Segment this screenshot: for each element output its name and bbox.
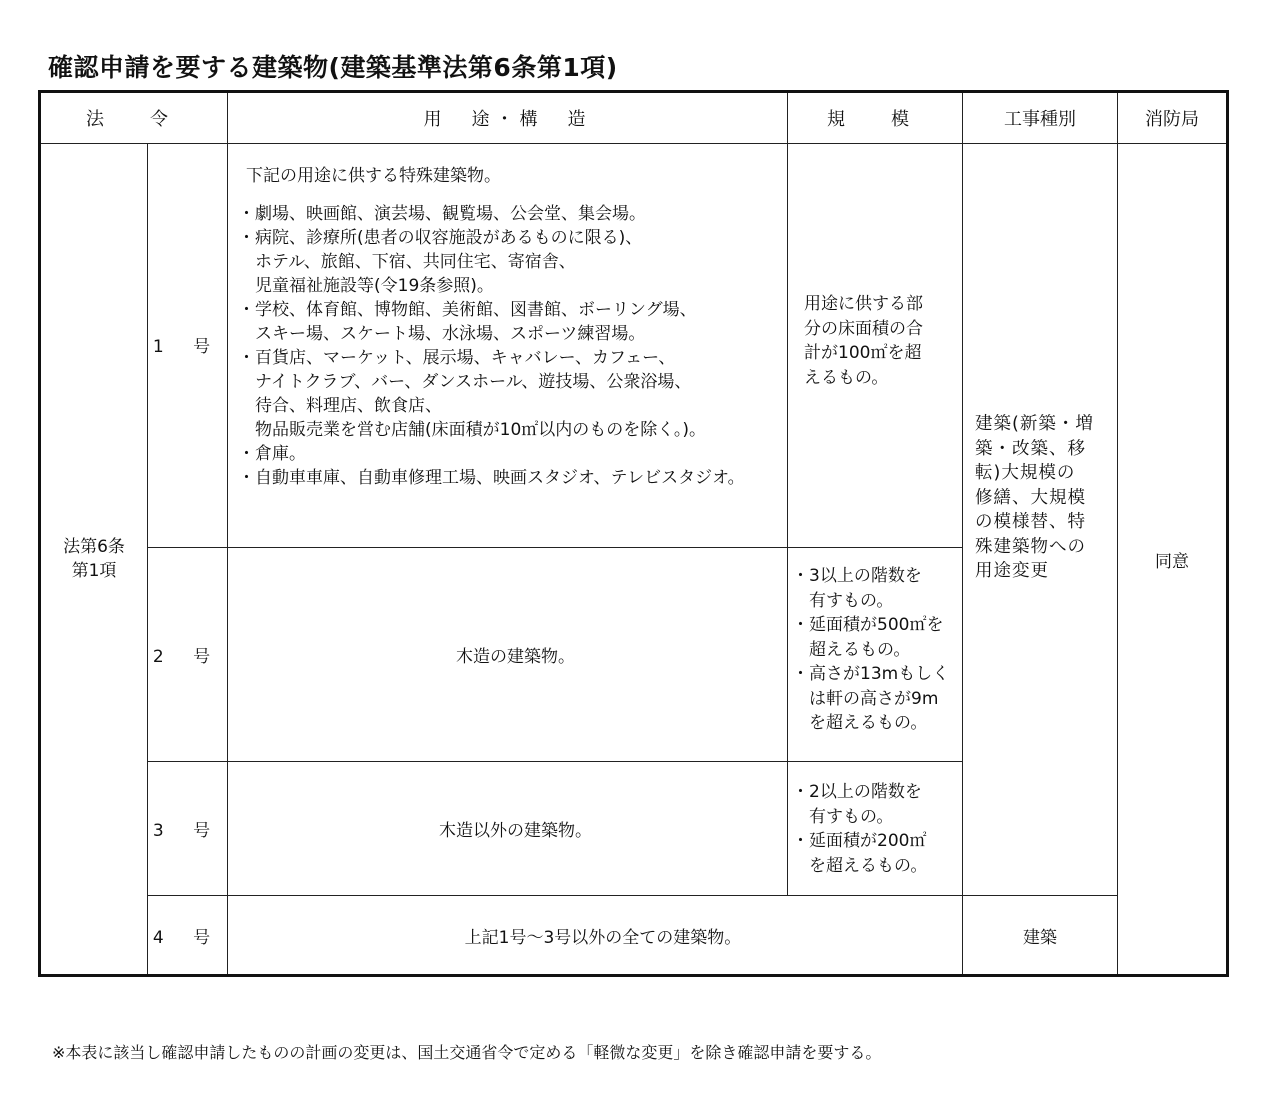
work-type-cell xyxy=(963,144,1118,896)
row1-item: 物品販売業を営む店舗(床面積が10㎡以内のものを除く。)。 xyxy=(238,420,707,440)
row1-item: ・百貨店、マーケット、展示場、キャバレー、カフェー、 xyxy=(238,348,676,368)
row1-item: 待合、料理店、飲食店、 xyxy=(238,396,442,416)
row1-item: ・倉庫。 xyxy=(238,444,306,464)
scale-line: 有すもの。 xyxy=(792,590,894,611)
law-line-1: 法第6条 xyxy=(63,537,125,557)
row1-item: ナイトクラブ、バー、ダンスホール、遊技場、公衆浴場、 xyxy=(238,372,692,392)
footnote: ※本表に該当し確認申請したものの計画の変更は、国土交通省令で定める「軽微な変更」を除き確認申請を要する。 xyxy=(52,1043,882,1062)
scale-line: 分の床面積の合 xyxy=(804,318,923,339)
scale-line: は軒の高さが9m xyxy=(792,688,939,709)
row1-number: 1 号 xyxy=(148,144,228,548)
header-work-type: 工事種別 xyxy=(963,92,1118,144)
row3-number: 3 号 xyxy=(148,762,228,896)
work-line: 建築(新築・増 xyxy=(975,414,1094,434)
work-line: 殊建築物への xyxy=(975,536,1086,557)
work-line: 用途変更 xyxy=(975,561,1049,581)
row1-item: 児童福祉施設等(令19条参照)。 xyxy=(238,276,494,296)
scale-line: えるもの。 xyxy=(804,367,889,388)
scale-line: 超えるもの。 xyxy=(792,639,911,660)
header-use: 用 途・構 造 xyxy=(228,92,788,144)
row4-use: 上記1号～3号以外の全ての建築物。 xyxy=(228,896,963,976)
work-line: 転)大規模の xyxy=(975,463,1076,483)
row1-use xyxy=(228,144,788,548)
row4-number: 4 号 xyxy=(148,896,228,976)
row1-item: ・自動車車庫、自動車修理工場、映画スタジオ、テレビスタジオ。 xyxy=(238,468,745,488)
header-fire-dept: 消防局 xyxy=(1118,92,1228,144)
law-line-2: 第1項 xyxy=(71,561,117,581)
requirements-table xyxy=(38,90,1229,977)
scale-line: 有すもの。 xyxy=(792,806,894,827)
row1-item: ・病院、診療所(患者の収容施設があるものに限る)、 xyxy=(238,228,643,248)
fire-dept-cell: 同意 xyxy=(1118,144,1228,976)
work-line: の模様替、特 xyxy=(975,512,1086,532)
scale-line: 計が100㎡を超 xyxy=(804,343,922,363)
page-title: 確認申請を要する建築物(建築基準法第6条第1項) xyxy=(48,53,618,82)
row4-work-type: 建築 xyxy=(963,896,1118,976)
header-law: 法 令 xyxy=(40,92,228,144)
work-line: 修繕、大規模 xyxy=(975,487,1086,508)
scale-line: ・延面積が500㎡を xyxy=(792,615,944,635)
row1-item: ・学校、体育館、博物館、美術館、図書館、ボーリング場、 xyxy=(238,300,697,320)
row1-item: ・劇場、映画館、演芸場、観覧場、公会堂、集会場。 xyxy=(238,204,646,224)
scale-line: 用途に供する部 xyxy=(804,294,923,314)
row2-scale xyxy=(788,548,963,762)
scale-line: を超えるもの。 xyxy=(792,713,928,733)
row1-scale xyxy=(788,144,963,548)
scale-line: ・延面積が200㎡ xyxy=(792,831,927,851)
scale-line: を超えるもの。 xyxy=(792,855,928,876)
row1-item: ホテル、旅館、下宿、共同住宅、寄宿舎、 xyxy=(238,252,576,272)
scale-line: ・高さが13mもしく xyxy=(792,664,950,684)
row3-use: 木造以外の建築物。 xyxy=(228,762,788,896)
row1-intro: 下記の用途に供する特殊建築物。 xyxy=(246,166,501,186)
work-line: 築・改築、移 xyxy=(975,438,1086,459)
row3-scale xyxy=(788,762,963,896)
law-cell xyxy=(40,144,148,976)
scale-line: ・2以上の階数を xyxy=(792,782,922,802)
header-scale: 規 模 xyxy=(788,92,963,144)
row2-number: 2 号 xyxy=(148,548,228,762)
scale-line: ・3以上の階数を xyxy=(792,566,922,586)
row2-use: 木造の建築物。 xyxy=(228,548,788,762)
row1-item: スキー場、スケート場、水泳場、スポーツ練習場。 xyxy=(238,324,646,344)
